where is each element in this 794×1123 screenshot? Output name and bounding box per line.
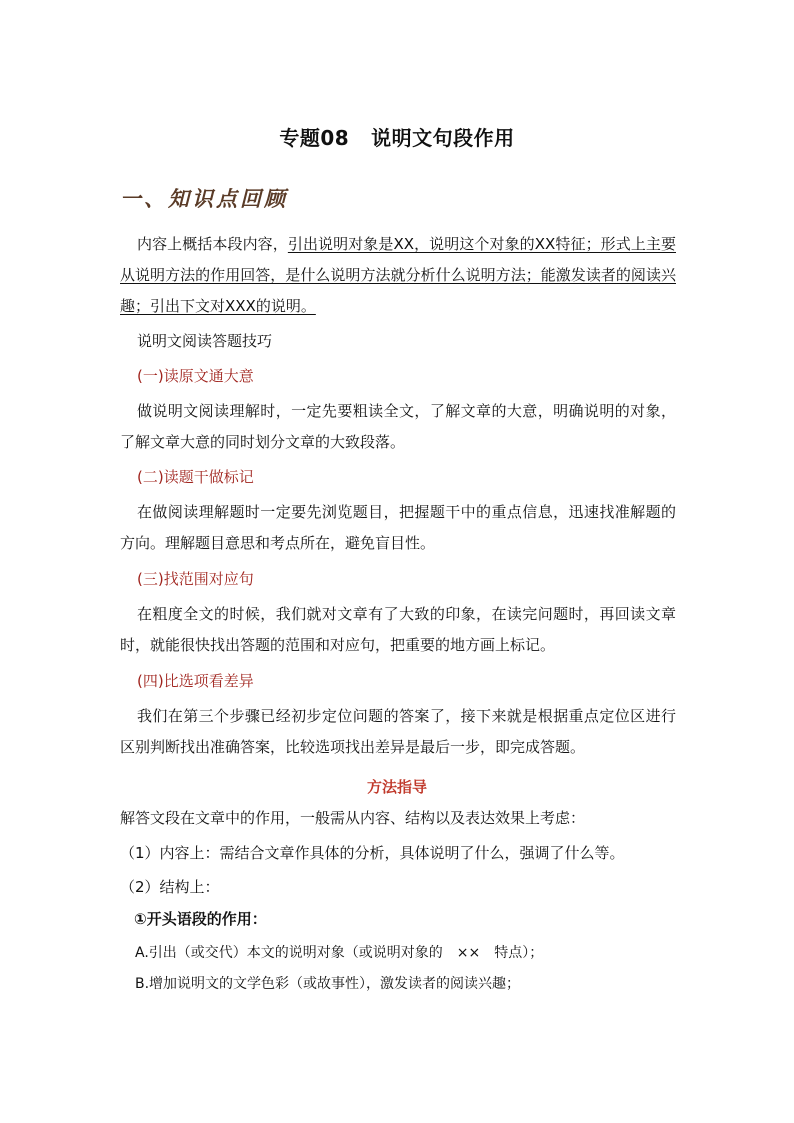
step-4-body: 我们在第三个步骤已经初步定位问题的答案了，接下来就是根据重点定位区进行区别判断找出准确答案，比较选项找出差异是最后一步，即完成答题。 [120,707,676,756]
step-3-heading: (三)找范围对应句 [137,570,254,588]
opening-heading: ①开头语段的作用： [134,910,267,928]
step-1-body: 做说明文阅读理解时，一定先要粗读全文，了解文章的大意，明确说明的对象，了解文章大意的同时划分文章的大致段落。 [120,402,676,451]
method-heading: 方法指导 [366,778,427,796]
tips-title: 说明文阅读答题技巧 [137,332,273,350]
point-b: B.增加说明文的文学色彩（或故事性），激发读者的阅读兴趣； [135,976,521,992]
title-text: 说明文句段作用 [371,126,515,150]
step-2-heading: (二)读题干做标记 [137,468,254,486]
section-heading-review: 一、知识点回顾 [120,186,288,211]
point-a: A.引出（或交代）本文的说明对象（或说明对象的 ×× 特点）； [135,945,544,961]
step-3-body: 在粗度全文的时候，我们就对文章有了大致的印象，在读完问题时，再回读文章时，就能很快找出答题的范围和对应句，把重要的地方画上标记。 [120,605,676,654]
content-item: （1）内容上：需结合文章作具体的分析，具体说明了什么，强调了什么等。 [120,844,625,862]
structure-item: （2）结构上： [120,878,220,896]
step-2-body: 在做阅读理解题时一定要先浏览题目，把握题干中的重点信息，迅速找准解题的方向。理解题目意思和考点所在，避免盲目性。 [120,503,676,552]
method-lead: 解答文段在文章中的作用，一般需从内容、结构以及表达效果上考虑： [120,809,586,827]
step-1-heading: (一)读原文通大意 [137,367,254,385]
page-title [0,122,794,151]
intro-underlined: 引出说明对象是XX，说明这个对象的XX特征；形式上主要从说明方法的作用回答，是什么说明方法就分析什么说明方法；能激发读者的阅读兴趣；引出下文对XXX的说明。 [120,235,676,315]
title-prefix: 专题08 [279,126,350,150]
intro-paragraph [120,229,676,322]
step-4-heading: (四)比选项看差异 [137,672,254,690]
intro-part1: 内容上概括本段内容， [137,235,288,253]
